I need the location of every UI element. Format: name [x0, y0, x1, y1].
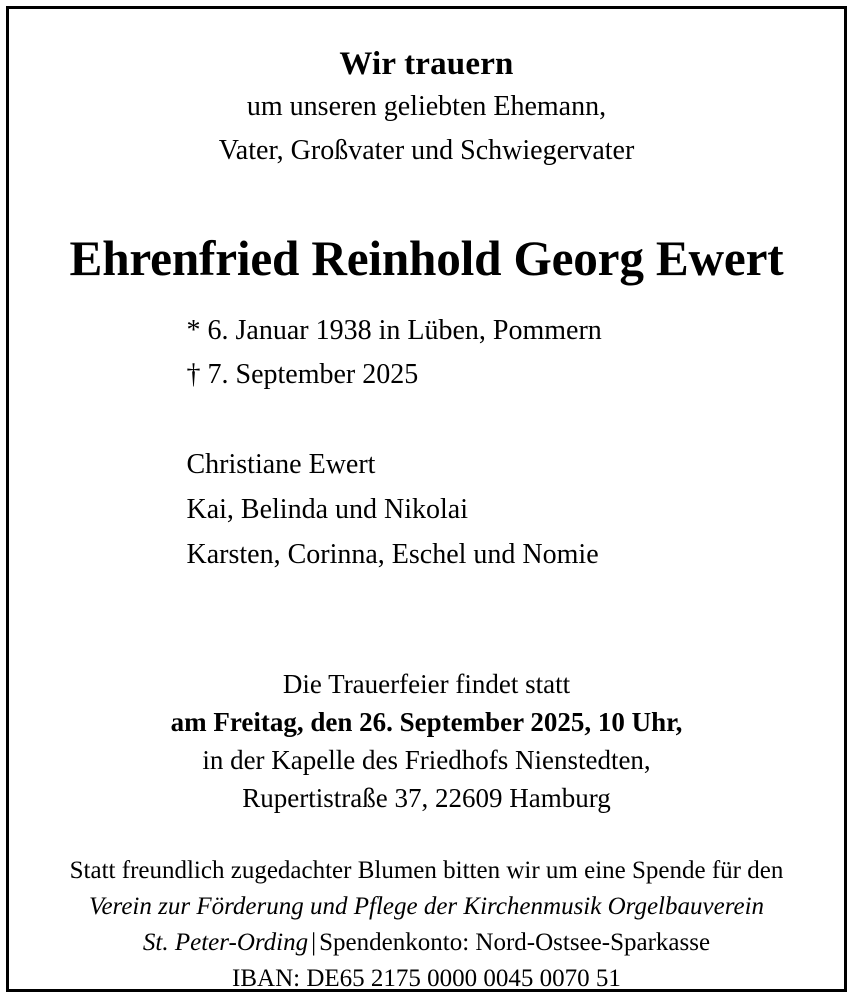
ceremony-intro: Die Trauerfeier findet statt — [282, 669, 571, 699]
donation-organization: Verein zur Förderung und Pflege der Kirchenmusik Orgelbauverein — [88, 893, 765, 920]
mourning-header — [9, 9, 844, 173]
family-line-1: Christiane Ewert — [186, 449, 376, 480]
birth-line: * 6. Januar 1938 in Lüben, Pommern — [186, 315, 602, 346]
family-line-3: Karsten, Corinna, Eschel und Nomie — [186, 539, 599, 570]
obituary-notice — [6, 6, 847, 992]
life-dates — [167, 309, 687, 397]
donation-separator: | — [311, 929, 317, 956]
donation-iban: IBAN: DE65 2175 0000 0045 0070 51 — [232, 965, 621, 992]
donation-request: Statt freundlich zugedachter Blumen bitten wir um eine Spende für den — [69, 857, 784, 884]
ceremony-datetime: am Freitag, den 26. September 2025, 10 Uhr, — [170, 707, 683, 737]
donation-account-line — [9, 925, 844, 961]
donation-details — [9, 853, 844, 992]
relation-line-1: um unseren geliebten Ehemann, — [246, 91, 607, 122]
death-line: † 7. September 2025 — [186, 359, 419, 390]
family-line-2: Kai, Belinda und Nikolai — [186, 494, 469, 525]
donation-organization-place: St. Peter-Ording — [142, 929, 309, 956]
notice-inner — [9, 9, 844, 992]
ceremony-address: Rupertistraße 37, 22609 Hamburg — [242, 783, 611, 813]
ceremony-venue: in der Kapelle des Friedhofs Nienstedten, — [202, 745, 651, 775]
donation-account-label: Spendenkonto: Nord-Ostsee-Sparkasse — [319, 929, 711, 956]
ceremony-details — [9, 665, 844, 817]
family-list — [167, 442, 687, 577]
relation-line-2: Vater, Großvater und Schwiegervater — [218, 135, 635, 166]
mourning-title: Wir trauern — [339, 46, 514, 82]
deceased-name: Ehrenfried Reinhold Georg Ewert — [69, 230, 784, 286]
